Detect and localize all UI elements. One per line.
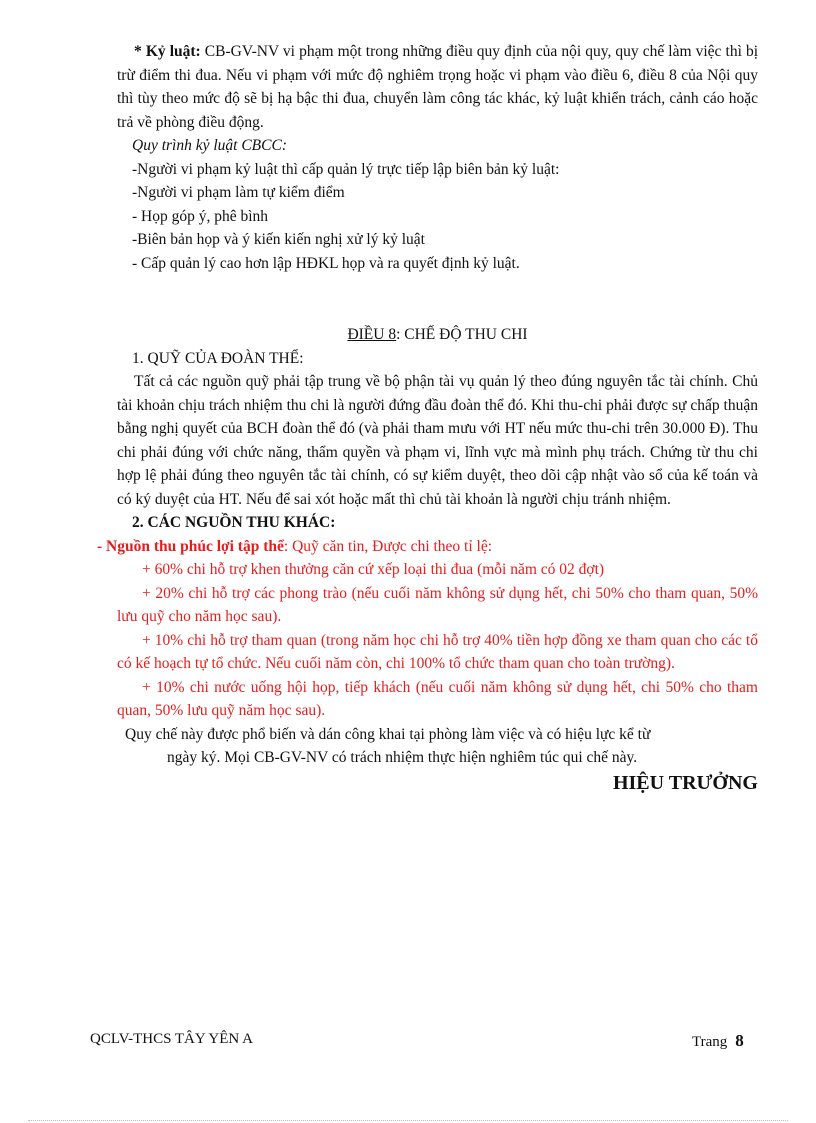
discipline-step: - Cấp quản lý cao hơn lập HĐKL họp và ra quyết định kỷ luật. — [132, 254, 520, 272]
welfare-fund-text: : Quỹ căn tin, Được chi theo tỉ lệ: — [283, 537, 493, 555]
article-8-title — [117, 323, 758, 347]
welfare-fund-line — [97, 535, 758, 559]
welfare-item: + 20% chi hỗ trợ các phong trào (nếu cuối năm không sử dụng hết, chi 50% cho tham quan, 50% lưu quỹ cho năm học sau). — [117, 584, 758, 625]
discipline-step: - Họp góp ý, phê bình — [132, 207, 269, 225]
closing-line-1: Quy chế này được phổ biến và dán công khai tại phòng làm việc và có hiệu lực kể từ — [125, 725, 651, 743]
discipline-process-title: Quy trình kỷ luật CBCC: — [132, 137, 287, 154]
discipline-step: -Biên bản họp và ý kiến kiến nghị xử lý kỷ luật — [132, 231, 425, 248]
welfare-item: + 10% chi hỗ trợ tham quan (trong năm học chi hỗ trợ 40% tiền hợp đồng xe tham quan cho các tổ có kế hoạch tự tổ chức. Nếu cuối năm còn, chi 100% tổ chức tham quan cho toàn trường). — [117, 631, 758, 672]
footer-page-number: 8 — [735, 1031, 744, 1050]
discipline-paragraph — [117, 40, 758, 134]
section-2-heading: 2. CÁC NGUỒN THU KHÁC: — [132, 514, 336, 531]
footer-school-code: QCLV-THCS TÂY YÊN A — [90, 1031, 253, 1047]
article-8-number: ĐIỀU 8 — [347, 326, 397, 343]
signature-title: HIỆU TRƯỞNG — [612, 771, 758, 794]
page-bottom-divider — [28, 1120, 788, 1121]
welfare-item: + 10% chi nước uống hội họp, tiếp khách (nếu cuối năm không sử dụng hết, chi 50% cho tham quan, 50% lưu quỹ năm học sau). — [117, 678, 758, 719]
discipline-text: CB-GV-NV vi phạm một trong những điều quy định của nội quy, quy chế làm việc thì bị trừ điểm thi đua. Nếu vi phạm với mức độ nghiêm trọng hoặc vi phạm vào điều 6, điều 8 của Nội quy thì tùy theo mức độ sẽ bị hạ bậc thi đua, chuyển làm công tác khác, kỷ luật khiển trách, cảnh cáo hoặc trả về phòng điều động. — [117, 43, 758, 131]
discipline-label: * Kỷ luật: — [134, 43, 201, 60]
footer-page — [692, 1031, 744, 1051]
page-content — [97, 40, 758, 795]
welfare-item: + 60% chi hỗ trợ khen thưởng căn cứ xếp loại thi đua (mỗi năm có 02 đợt) — [142, 561, 605, 578]
footer-page-label: Trang — [692, 1034, 728, 1050]
discipline-step: -Người vi phạm làm tự kiểm điểm — [132, 184, 345, 201]
discipline-step: -Người vi phạm kỷ luật thì cấp quản lý trực tiếp lập biên bản kỷ luật: — [132, 160, 560, 178]
closing-line-2: ngày ký. Mọi CB-GV-NV có trách nhiệm thực hiện nghiêm túc qui chế này. — [167, 749, 638, 766]
section-1-heading: 1. QUỸ CỦA ĐOÀN THỂ: — [132, 349, 304, 367]
welfare-fund-label: - Nguồn thu phúc lợi tập thể — [97, 537, 284, 555]
section-1-paragraph: Tất cả các nguồn quỹ phải tập trung về bộ phận tài vụ quản lý theo đúng nguyên tắc tài chính. Chủ tài khoản chịu trách nhiệm thu chi là người đứng đầu đoàn thể đó. Khi thu-chi phải được sự chấp thuận bằng nghị quyết của BCH đoàn thể đó (và phải tham mưu với HT nếu mức thu-chi trên 30.000 Đ). Thu chi phải đúng với chức năng, thẩm quyền và phạm vi, lĩnh vực mà mình phụ trách. Chứng từ thu chi hợp lệ phải đúng theo nguyên tắc tài chính, có sự kiểm duyệt, theo dõi cập nhật vào sổ của kế toán và có ký duyệt của HT. Nếu để sai xót hoặc mất thì chủ tài khoản là người chịu tránh nhiệm. — [117, 373, 758, 508]
article-8-name: : CHẾ ĐỘ THU CHI — [396, 326, 528, 343]
